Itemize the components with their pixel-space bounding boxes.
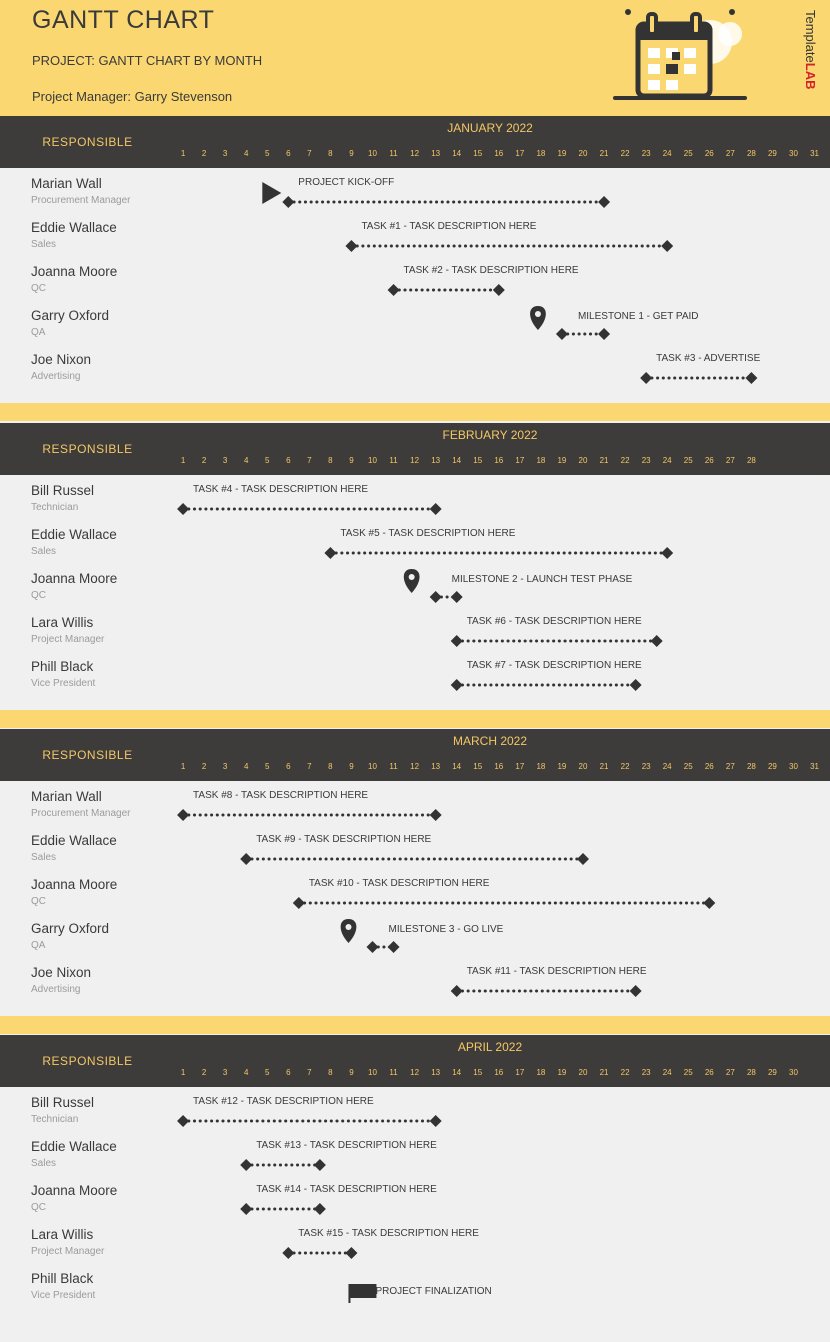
day-tick-label: 30 — [789, 149, 798, 158]
day-tick-label: 23 — [641, 1068, 651, 1077]
header-banner — [0, 0, 830, 116]
person-role: QC — [31, 283, 46, 294]
day-tick-label: 10 — [368, 149, 377, 158]
person-role: Project Manager — [31, 1246, 105, 1257]
day-tick-label: 28 — [746, 1068, 756, 1077]
day-tick-label: 23 — [641, 149, 651, 158]
task-end-diamond — [388, 941, 400, 953]
task-label: TASK #7 - TASK DESCRIPTION HERE — [466, 660, 642, 671]
location-pin-icon — [341, 919, 357, 943]
day-tick-label: 31 — [810, 149, 819, 158]
task-start-diamond — [282, 1247, 294, 1259]
responsible-header: RESPONSIBLE — [42, 748, 133, 762]
task-end-diamond — [430, 1115, 442, 1127]
person-name: Lara Willis — [31, 615, 94, 630]
day-tick-label: 17 — [515, 456, 525, 465]
person-role: QA — [31, 940, 46, 951]
day-tick-label: 14 — [452, 149, 462, 158]
day-tick-label: 30 — [789, 762, 798, 771]
day-tick-label: 13 — [431, 762, 441, 771]
person-name: Marian Wall — [31, 789, 102, 804]
person-name: Joanna Moore — [31, 877, 118, 892]
day-tick-label: 25 — [683, 149, 693, 158]
person-name: Eddie Wallace — [31, 833, 117, 848]
day-tick-label: 21 — [599, 762, 609, 771]
task-end-diamond — [314, 1203, 326, 1215]
month-title: FEBRUARY 2022 — [442, 428, 538, 442]
day-tick-label: 9 — [349, 762, 354, 771]
day-tick-label: 5 — [265, 456, 270, 465]
month-section — [0, 729, 830, 1036]
month-section — [0, 1035, 830, 1342]
day-tick-label: 4 — [243, 1068, 249, 1077]
day-tick-label: 19 — [557, 1068, 567, 1077]
day-tick-label: 19 — [557, 149, 567, 158]
task-label: TASK #14 - TASK DESCRIPTION HERE — [256, 1184, 437, 1195]
person-name: Marian Wall — [31, 176, 102, 191]
day-tick-label: 29 — [767, 1068, 777, 1077]
day-tick-label: 31 — [810, 762, 819, 771]
day-tick-label: 29 — [767, 149, 777, 158]
day-tick-label: 26 — [704, 1068, 714, 1077]
day-tick-label: 1 — [180, 762, 186, 771]
day-tick-label: 16 — [494, 456, 504, 465]
day-tick-label: 25 — [683, 456, 693, 465]
person-name: Eddie Wallace — [31, 1139, 117, 1154]
task-label: TASK #9 - TASK DESCRIPTION HERE — [256, 834, 432, 845]
task-label: PROJECT KICK-OFF — [298, 177, 395, 188]
day-tick-label: 20 — [578, 149, 588, 158]
person-role: QC — [31, 590, 46, 601]
task-end-diamond — [630, 679, 642, 691]
responsible-header: RESPONSIBLE — [42, 135, 133, 149]
person-name: Joanna Moore — [31, 571, 118, 586]
day-tick-label: 13 — [431, 1068, 441, 1077]
task-label: MILESTONE 3 - GO LIVE — [388, 924, 504, 935]
month-header — [0, 1035, 830, 1087]
task-label: TASK #11 - TASK DESCRIPTION HERE — [466, 966, 647, 977]
person-name: Lara Willis — [31, 1227, 94, 1242]
person-role: Advertising — [31, 984, 81, 995]
month-title: MARCH 2022 — [452, 734, 528, 748]
person-name: Joe Nixon — [31, 965, 92, 980]
person-role: Procurement Manager — [31, 808, 131, 819]
day-tick-label: 22 — [620, 149, 630, 158]
templatelab-logo — [796, 6, 826, 106]
day-tick-label: 7 — [307, 149, 312, 158]
day-tick-label: 24 — [662, 149, 672, 158]
task-end-diamond — [314, 1159, 326, 1171]
person-role: Project Manager — [31, 634, 105, 645]
day-tick-label: 22 — [620, 456, 630, 465]
day-tick-label: 4 — [243, 149, 249, 158]
day-tick-label: 12 — [410, 762, 420, 771]
month-body — [0, 781, 830, 1016]
day-tick-label: 16 — [494, 1068, 504, 1077]
day-tick-label: 5 — [265, 149, 270, 158]
person-role: Advertising — [31, 371, 81, 382]
person-role: Vice President — [31, 678, 96, 689]
task-end-diamond — [598, 328, 610, 340]
task-label: MILESTONE 1 - GET PAID — [577, 311, 699, 322]
task-end-diamond — [451, 591, 463, 603]
task-label: TASK #15 - TASK DESCRIPTION HERE — [298, 1228, 479, 1239]
month-header — [0, 116, 830, 168]
task-start-diamond — [177, 1115, 189, 1127]
day-tick-label: 20 — [578, 762, 588, 771]
task-end-diamond — [493, 284, 505, 296]
person-role: QA — [31, 327, 46, 338]
person-role: Technician — [31, 1114, 79, 1125]
day-tick-label: 2 — [201, 149, 207, 158]
day-tick-label: 5 — [265, 762, 270, 771]
task-end-diamond — [577, 853, 589, 865]
task-start-diamond — [324, 547, 336, 559]
day-tick-label: 3 — [222, 1068, 228, 1077]
day-tick-label: 13 — [431, 456, 441, 465]
month-header — [0, 423, 830, 475]
day-tick-label: 7 — [307, 456, 312, 465]
task-start-diamond — [282, 196, 294, 208]
task-start-diamond — [388, 284, 400, 296]
task-start-diamond — [430, 591, 442, 603]
day-tick-label: 2 — [201, 456, 207, 465]
day-tick-label: 25 — [683, 762, 693, 771]
day-tick-label: 24 — [662, 1068, 672, 1077]
person-role: Sales — [31, 1158, 57, 1169]
task-label: TASK #5 - TASK DESCRIPTION HERE — [340, 528, 516, 539]
task-start-diamond — [451, 679, 463, 691]
day-tick-label: 11 — [389, 149, 398, 158]
task-end-diamond — [345, 1247, 357, 1259]
person-name: Joanna Moore — [31, 264, 118, 279]
task-label: TASK #10 - TASK DESCRIPTION HERE — [308, 878, 490, 889]
day-tick-label: 6 — [286, 456, 291, 465]
task-start-diamond — [345, 240, 357, 252]
day-tick-label: 3 — [222, 149, 228, 158]
day-tick-label: 3 — [222, 456, 228, 465]
month-section — [0, 423, 830, 730]
day-tick-label: 26 — [704, 149, 714, 158]
task-end-diamond — [661, 547, 673, 559]
task-label: TASK #4 - TASK DESCRIPTION HERE — [193, 484, 369, 495]
task-start-diamond — [240, 1203, 252, 1215]
day-tick-label: 22 — [620, 762, 630, 771]
day-tick-label: 21 — [599, 149, 609, 158]
day-tick-label: 3 — [222, 762, 228, 771]
day-tick-label: 10 — [368, 762, 377, 771]
day-tick-label: 17 — [515, 149, 525, 158]
person-role: Sales — [31, 546, 57, 557]
day-tick-label: 18 — [536, 1068, 546, 1077]
day-tick-label: 10 — [368, 456, 377, 465]
day-tick-label: 6 — [286, 1068, 291, 1077]
responsible-header: RESPONSIBLE — [42, 1054, 133, 1068]
task-start-diamond — [640, 372, 652, 384]
day-tick-label: 11 — [389, 762, 398, 771]
day-tick-label: 20 — [578, 1068, 588, 1077]
pin-hole — [409, 574, 415, 580]
person-name: Garry Oxford — [31, 308, 110, 323]
day-tick-label: 16 — [494, 762, 504, 771]
day-tick-label: 7 — [307, 1068, 312, 1077]
day-tick-label: 9 — [349, 1068, 354, 1077]
play-icon — [262, 182, 281, 204]
day-tick-label: 14 — [452, 456, 462, 465]
day-tick-label: 11 — [389, 1068, 398, 1077]
day-tick-label: 8 — [328, 762, 333, 771]
day-tick-label: 15 — [473, 762, 483, 771]
day-tick-label: 8 — [328, 456, 333, 465]
month-header — [0, 729, 830, 781]
task-label: TASK #1 - TASK DESCRIPTION HERE — [361, 221, 537, 232]
task-start-diamond — [177, 809, 189, 821]
day-tick-label: 9 — [349, 149, 354, 158]
day-tick-label: 23 — [641, 456, 651, 465]
gantt-overlay — [0, 475, 830, 710]
person-name: Bill Russel — [31, 483, 95, 498]
day-tick-label: 12 — [410, 1068, 420, 1077]
day-tick-label: 11 — [389, 456, 398, 465]
day-tick-label: 18 — [536, 762, 546, 771]
month-body — [0, 168, 830, 403]
person-role: Sales — [31, 239, 57, 250]
day-tick-label: 12 — [410, 456, 420, 465]
task-start-diamond — [451, 985, 463, 997]
svg-text:TemplateLAB: TemplateLAB — [803, 10, 818, 90]
day-tick-label: 15 — [473, 149, 483, 158]
task-end-diamond — [745, 372, 757, 384]
pin-hole — [535, 311, 541, 317]
person-name: Joe Nixon — [31, 352, 92, 367]
day-tick-label: 19 — [557, 762, 567, 771]
day-tick-label: 14 — [452, 1068, 462, 1077]
task-end-diamond — [430, 809, 442, 821]
person-role: Procurement Manager — [31, 195, 131, 206]
day-tick-label: 4 — [243, 456, 249, 465]
section-divider — [0, 403, 830, 421]
day-tick-label: 28 — [746, 149, 756, 158]
day-tick-label: 9 — [349, 456, 354, 465]
person-role: Technician — [31, 502, 79, 513]
task-start-diamond — [367, 941, 379, 953]
person-name: Eddie Wallace — [31, 527, 117, 542]
day-tick-label: 8 — [328, 1068, 333, 1077]
day-tick-label: 16 — [494, 149, 504, 158]
task-label: TASK #12 - TASK DESCRIPTION HERE — [193, 1096, 374, 1107]
calendar-icon — [610, 4, 770, 108]
day-tick-label: 19 — [557, 456, 567, 465]
responsible-header: RESPONSIBLE — [42, 442, 133, 456]
person-name: Joanna Moore — [31, 1183, 118, 1198]
day-tick-label: 24 — [662, 762, 672, 771]
month-title: APRIL 2022 — [457, 1040, 523, 1054]
day-tick-label: 1 — [180, 149, 186, 158]
day-tick-label: 6 — [286, 762, 291, 771]
task-start-diamond — [240, 1159, 252, 1171]
person-name: Garry Oxford — [31, 921, 110, 936]
person-name: Eddie Wallace — [31, 220, 117, 235]
task-end-diamond — [430, 503, 442, 515]
task-label: TASK #3 - ADVERTISE — [656, 353, 761, 364]
task-end-diamond — [651, 635, 663, 647]
day-tick-label: 21 — [599, 456, 609, 465]
day-tick-label: 2 — [201, 762, 207, 771]
day-tick-label: 7 — [307, 762, 312, 771]
day-tick-label: 27 — [725, 149, 735, 158]
task-start-diamond — [556, 328, 568, 340]
day-tick-label: 20 — [578, 456, 588, 465]
day-tick-label: 4 — [243, 762, 249, 771]
day-tick-label: 30 — [789, 1068, 798, 1077]
day-tick-label: 28 — [746, 456, 756, 465]
person-name: Phill Black — [31, 659, 94, 674]
day-tick-label: 15 — [473, 1068, 483, 1077]
day-tick-label: 27 — [725, 1068, 735, 1077]
flag-icon — [349, 1285, 375, 1303]
task-start-diamond — [293, 897, 305, 909]
location-pin-icon — [404, 569, 420, 593]
day-tick-label: 2 — [201, 1068, 207, 1077]
task-end-diamond — [703, 897, 715, 909]
day-tick-label: 1 — [180, 456, 186, 465]
day-tick-label: 13 — [431, 149, 441, 158]
day-tick-label: 18 — [536, 456, 546, 465]
project-name: PROJECT: GANTT CHART BY MONTH — [32, 53, 263, 68]
month-section — [0, 116, 830, 423]
day-tick-label: 27 — [725, 762, 735, 771]
month-body — [0, 1087, 830, 1322]
task-end-diamond — [661, 240, 673, 252]
person-name: Bill Russel — [31, 1095, 95, 1110]
day-tick-label: 17 — [515, 1068, 525, 1077]
task-label: MILESTONE 2 - LAUNCH TEST PHASE — [451, 574, 633, 585]
day-tick-label: 5 — [265, 1068, 270, 1077]
day-tick-label: 12 — [410, 149, 420, 158]
page-title: GANTT CHART — [32, 6, 215, 34]
task-label: TASK #6 - TASK DESCRIPTION HERE — [466, 616, 642, 627]
section-divider — [0, 710, 830, 728]
day-tick-label: 6 — [286, 149, 291, 158]
task-label: TASK #13 - TASK DESCRIPTION HERE — [256, 1140, 437, 1151]
day-tick-label: 29 — [767, 762, 777, 771]
task-start-diamond — [177, 503, 189, 515]
day-tick-label: 17 — [515, 762, 525, 771]
person-role: Vice President — [31, 1290, 96, 1301]
day-tick-label: 14 — [452, 762, 462, 771]
person-role: QC — [31, 1202, 46, 1213]
day-tick-label: 25 — [683, 1068, 693, 1077]
task-end-diamond — [630, 985, 642, 997]
section-divider — [0, 1016, 830, 1034]
day-tick-label: 27 — [725, 456, 735, 465]
day-tick-label: 1 — [180, 1068, 186, 1077]
day-tick-label: 21 — [599, 1068, 609, 1077]
task-start-diamond — [451, 635, 463, 647]
project-manager: Project Manager: Garry Stevenson — [32, 89, 233, 104]
task-label: TASK #8 - TASK DESCRIPTION HERE — [193, 790, 369, 801]
day-tick-label: 23 — [641, 762, 651, 771]
month-title: JANUARY 2022 — [447, 121, 533, 135]
day-tick-label: 24 — [662, 456, 672, 465]
day-tick-label: 26 — [704, 456, 714, 465]
person-role: QC — [31, 896, 46, 907]
location-pin-icon — [530, 306, 546, 330]
day-tick-label: 10 — [368, 1068, 377, 1077]
task-label: TASK #2 - TASK DESCRIPTION HERE — [403, 265, 579, 276]
task-end-diamond — [598, 196, 610, 208]
day-tick-label: 26 — [704, 762, 714, 771]
day-tick-label: 15 — [473, 456, 483, 465]
person-role: Sales — [31, 852, 57, 863]
person-name: Phill Black — [31, 1271, 94, 1286]
day-tick-label: 22 — [620, 1068, 630, 1077]
task-label: PROJECT FINALIZATION — [375, 1286, 492, 1297]
task-start-diamond — [240, 853, 252, 865]
pin-hole — [346, 924, 352, 930]
day-tick-label: 8 — [328, 149, 333, 158]
day-tick-label: 28 — [746, 762, 756, 771]
day-tick-label: 18 — [536, 149, 546, 158]
month-body — [0, 475, 830, 710]
